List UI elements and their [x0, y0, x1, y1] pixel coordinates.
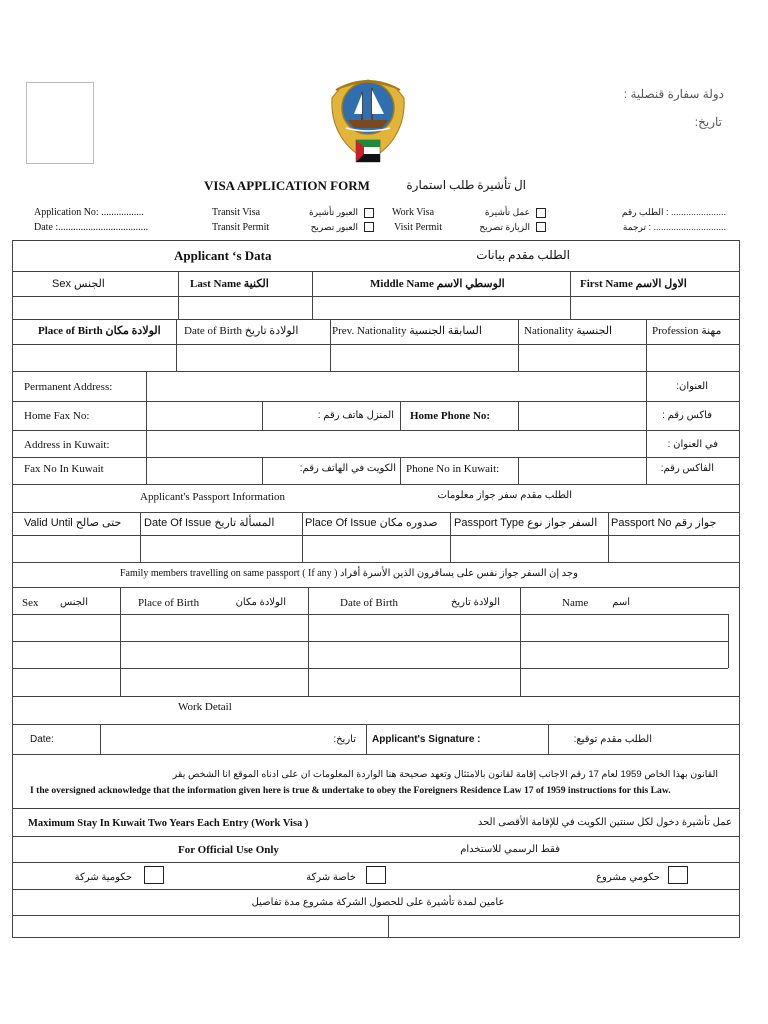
work-detail-title: Work Detail	[178, 701, 232, 713]
passport-no-input[interactable]	[609, 536, 739, 562]
permanent-address-label: Permanent Address:	[24, 381, 113, 393]
signature-label: Applicant's Signature :	[372, 734, 481, 745]
place-of-birth-header: Place of Birth الولادة مكان	[38, 325, 161, 337]
passport-type-input[interactable]	[451, 536, 608, 562]
first-name-input[interactable]	[571, 297, 739, 319]
private-company-label: خاصة شركة	[306, 872, 356, 883]
date-no-field-ar[interactable]: ............................. : ترجمة	[622, 222, 726, 232]
kuwait-address-label: Address in Kuwait:	[24, 439, 110, 451]
transit-permit-checkbox[interactable]	[364, 222, 374, 232]
middle-name-input[interactable]	[313, 297, 570, 319]
middle-name-header: Middle Name الوسطي الاسم	[370, 278, 505, 290]
kuwait-phone-label: Phone No in Kuwait:	[406, 463, 500, 475]
date-of-birth-input[interactable]	[177, 345, 330, 371]
work-date-label-ar: تاريخ:	[333, 734, 356, 745]
application-no-field-ar[interactable]: ...................... : الطلب رقم	[621, 207, 726, 217]
kuwait-fax-label: Fax No In Kuwait	[24, 463, 104, 475]
transit-permit-label-ar: العبور تصريح	[310, 222, 358, 232]
embassy-label: دولة سفارة قنصلية :	[623, 87, 724, 101]
kuwait-fax-input[interactable]	[147, 458, 262, 484]
passport-title: Applicant's Passport Information	[140, 491, 285, 503]
home-phone-input[interactable]	[519, 402, 646, 430]
kuwait-emblem-icon	[326, 68, 410, 172]
valid-until-input[interactable]	[13, 536, 140, 562]
family-name-header: Name	[562, 597, 589, 609]
nationality-header: Nationality الجنسية	[524, 325, 613, 337]
visit-permit-label: Visit Permit	[394, 222, 443, 233]
family-row-1[interactable]	[13, 615, 727, 641]
profession-input[interactable]	[647, 345, 739, 371]
gov-company-label: حكومية شركة	[74, 872, 132, 883]
home-fax-label: Home Fax No:	[24, 410, 90, 422]
date-label-ar: تاريخ:	[694, 115, 722, 129]
sex-header: Sex الجنس	[52, 278, 105, 290]
family-sex-header: Sex	[22, 597, 39, 609]
applicant-title-ar: الطلب مقدم بيانات	[476, 248, 570, 262]
date-of-issue-header: Date Of Issue المسألة تاريخ	[144, 517, 275, 529]
transit-permit-label: Transit Permit	[212, 222, 270, 233]
application-no-field[interactable]: Application No: .................	[34, 207, 144, 218]
kuwait-address-input[interactable]	[147, 431, 646, 457]
visit-permit-label-ar: الزيارة تصريح	[479, 222, 530, 232]
official-use-title: For Official Use Only	[178, 844, 279, 856]
profession-header: Profession مهنة	[652, 325, 722, 337]
kuwait-fax-label-ar: الكويت في الهاتف رقم:	[299, 463, 396, 474]
passport-no-header: Passport No جواز رقم	[611, 517, 717, 529]
max-stay-en: Maximum Stay In Kuwait Two Years Each Entry (Work Visa )	[28, 818, 309, 829]
private-company-checkbox[interactable]	[366, 866, 386, 884]
declaration-en: I the oversigned acknowledge that the information given here is true & undertake to obey the Foreigners Residence Law 17 of 1959 instructions for this Law.	[30, 785, 671, 796]
home-fax-input[interactable]	[147, 402, 262, 430]
passport-title-ar: الطلب مقدم سفر جواز معلومات	[437, 490, 572, 501]
prev-nationality-input[interactable]	[331, 345, 518, 371]
home-phone-label: Home Phone No:	[410, 410, 491, 422]
gov-company-checkbox[interactable]	[144, 866, 164, 884]
gov-project-label: حكومي مشروع	[596, 872, 660, 883]
place-of-issue-header: Place Of Issue صدوره مكان	[305, 517, 438, 529]
family-title: Family members travelling on same passport ( If any ) وجد إن السفر جواز نفس على يسافرون الذين الأسرة أفراد	[120, 568, 578, 579]
signature-input[interactable]	[480, 725, 548, 754]
nationality-input[interactable]	[519, 345, 646, 371]
permanent-address-label-ar: العنوان:	[676, 381, 708, 392]
home-phone-label-ar: فاكس رقم :	[662, 410, 712, 421]
last-name-input[interactable]	[179, 297, 312, 319]
form-title-ar: ال تأشيرة طلب استمارة	[406, 178, 526, 192]
transit-visa-label: Transit Visa	[212, 207, 261, 218]
date-of-birth-header: Date of Birth الولادة تاريخ	[184, 325, 299, 337]
place-of-issue-input[interactable]	[303, 536, 450, 562]
sex-input[interactable]	[13, 297, 178, 319]
kuwait-phone-label-ar: الفاكس رقم:	[660, 463, 714, 474]
work-visa-label-ar: عمل تأشيرة	[484, 207, 530, 217]
work-date-label: Date:	[30, 734, 54, 745]
family-row-2[interactable]	[13, 642, 727, 668]
max-stay-ar: عمل تأشيرة دخول لكل سنتين الكويت في للإقامة الأقصى الحد	[477, 817, 732, 828]
date-of-issue-input[interactable]	[141, 536, 302, 562]
family-place-header-ar: الولادة مكان	[235, 597, 286, 608]
permanent-address-input[interactable]	[147, 372, 646, 401]
applicant-title: Applicant ‘s Data	[174, 248, 272, 263]
transit-visa-label-ar: العبور تأشيرة	[309, 207, 358, 217]
home-fax-label-ar: المنزل هاتف رقم :	[317, 410, 394, 421]
official-use-title-ar: فقط الرسمي للاستخدام	[460, 844, 560, 855]
photo-box	[26, 82, 94, 164]
last-name-header: Last Name الكنية	[190, 278, 269, 290]
transit-visa-checkbox[interactable]	[364, 208, 374, 218]
work-date-input[interactable]	[101, 725, 301, 754]
official-notes-input-left[interactable]	[13, 916, 388, 938]
family-name-header-ar: اسم	[612, 597, 630, 608]
official-notes-input-right[interactable]	[389, 916, 739, 938]
valid-until-header: Valid Until حتى صالح	[24, 517, 122, 529]
family-dob-header: Date of Birth	[340, 597, 399, 609]
prev-nationality-header: Prev. Nationality السابقة الجنسية	[332, 325, 482, 337]
kuwait-address-label-ar: في العنوان :	[667, 439, 718, 450]
form-title: VISA APPLICATION FORM	[204, 178, 370, 193]
work-visa-label: Work Visa	[392, 207, 435, 218]
family-row-3[interactable]	[13, 669, 727, 696]
family-sex-header-ar: الجنس	[59, 597, 88, 608]
signature-label-ar: الطلب مقدم توقيع:	[573, 734, 652, 745]
gov-project-checkbox[interactable]	[668, 866, 688, 884]
place-of-birth-input[interactable]	[13, 345, 176, 371]
family-dob-header-ar: الولادة تاريخ	[450, 597, 500, 608]
project-details-label-ar: عامين لمدة تأشيرة على للحصول الشركة مشروع مدة تفاصيل	[251, 897, 505, 908]
family-place-header: Place of Birth	[138, 597, 200, 609]
date-field[interactable]: Date :....................................	[34, 222, 149, 233]
visit-permit-checkbox[interactable]	[536, 222, 546, 232]
declaration-ar: القانون بهذا الخاص 1959 لعام 17 رقم الأجانب إقامة لقانون بالامتثال وتعهد صحيحة هنا الواردة المعلومات أن على أدناه الموقع أنا الشخص يقر	[172, 770, 718, 780]
passport-type-header: Passport Type السفر جواز نوع	[454, 517, 598, 529]
work-visa-checkbox[interactable]	[536, 208, 546, 218]
kuwait-phone-input[interactable]	[519, 458, 646, 484]
first-name-header: First Name الاول الاسم	[580, 278, 687, 290]
